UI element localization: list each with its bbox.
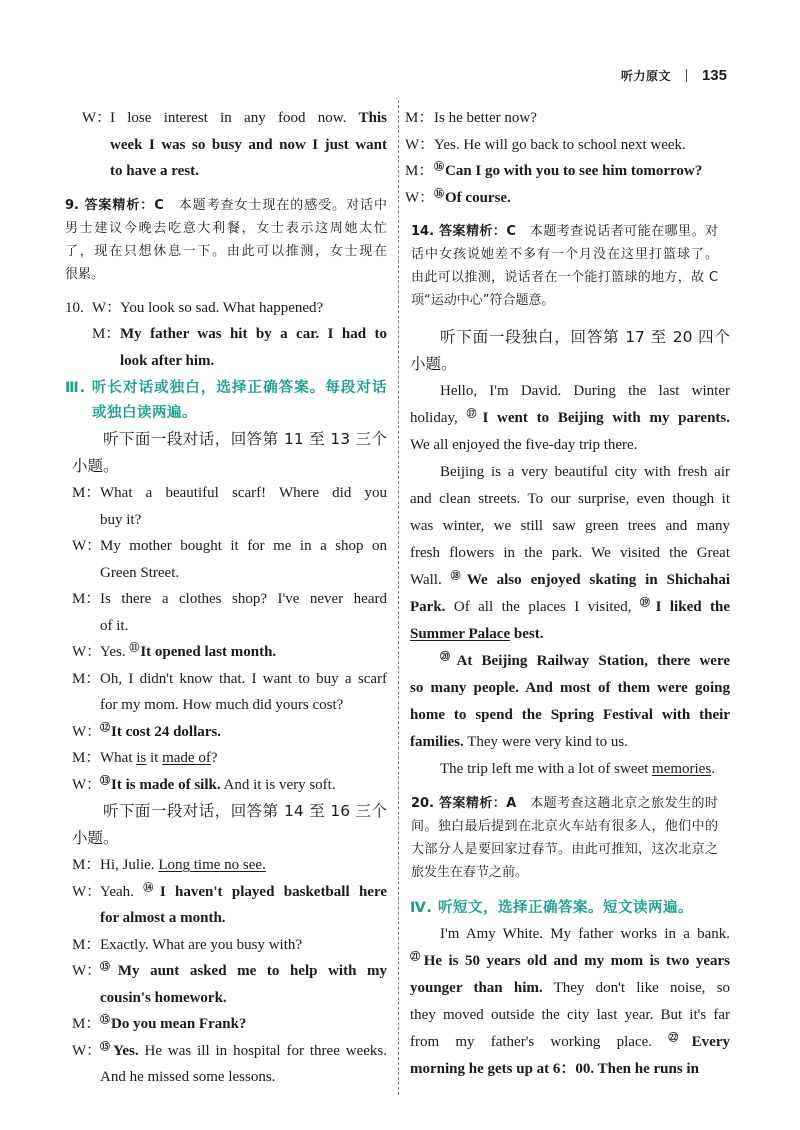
speaker-name: M：: [72, 670, 101, 687]
bold-text: home to spend the Spring Festival with their: [410, 707, 730, 723]
text-line: [100, 932, 387, 959]
text-line: [405, 540, 730, 567]
underlined-text: made of: [162, 750, 211, 766]
turn-text: [434, 185, 730, 212]
text-line: [100, 560, 387, 587]
text-line: [100, 1011, 387, 1038]
question-number-marker: ⑮: [100, 1041, 113, 1053]
text-line: [110, 158, 387, 185]
speaker-name: M：: [405, 110, 434, 126]
text-run: 由此可以推测，说话者在一个能打篮球的地方，故 C: [411, 270, 718, 285]
question-number-marker: ⑰: [466, 409, 482, 420]
text-line: [65, 798, 387, 825]
speaker-label: [405, 158, 434, 185]
bold-text: Do you mean Frank?: [111, 1016, 247, 1032]
question-number-marker: ⑱: [450, 571, 466, 582]
text-run: 话中女孩说她差不多有一个月没在这里打篮球了。: [411, 247, 718, 262]
speaker-name: M：: [72, 857, 101, 873]
text-line: [434, 132, 730, 159]
text-run: What: [100, 750, 137, 766]
bold-text: I liked the: [655, 599, 731, 615]
text-line: [405, 621, 730, 648]
bold-text: to have a rest.: [110, 163, 199, 179]
speaker-name: M：: [72, 1016, 101, 1032]
text-line: [411, 266, 718, 289]
text-line: [65, 217, 387, 240]
dialogue-turn: [65, 586, 387, 639]
text-line: [65, 426, 387, 453]
answer-note: [405, 792, 730, 884]
underlined-text: memories: [652, 761, 712, 777]
bold-text: It is made of silk.: [111, 776, 221, 793]
dialogue-turn: [65, 295, 387, 322]
text-line: [100, 613, 387, 640]
text-run: Hi, Julie.: [100, 857, 159, 873]
bold-text: My aunt asked me to help with my: [117, 963, 387, 979]
text-line: [405, 1002, 730, 1029]
bold-text: Yes.: [113, 1042, 139, 1059]
speaker-label: [72, 745, 100, 772]
listening-intro: [65, 798, 387, 852]
text-line: [100, 639, 387, 666]
bold-text: It opened last month.: [140, 644, 277, 660]
text-run: 小题。: [72, 457, 119, 475]
question-number-marker: ⑲: [639, 598, 655, 609]
text-run: Is there a clothes shop? I've never heard: [100, 591, 387, 607]
text-line: [405, 459, 730, 486]
text-run: The trip left me with a lot of sweet: [440, 761, 653, 777]
text-line: [405, 405, 730, 432]
speaker-name: M：: [72, 936, 101, 953]
dialogue-turn: [65, 932, 387, 959]
text-run: 小题。: [410, 355, 457, 373]
bold-text: He is 50 years old and my mom is two years: [423, 953, 730, 969]
text-line: [405, 1056, 730, 1083]
speaker-name: W：: [72, 776, 102, 793]
turn-text: [120, 295, 387, 322]
text-line: [65, 453, 387, 480]
listening-intro: [65, 426, 387, 480]
speaker-label: [405, 105, 434, 132]
text-run: 听下面一段对话，回答第 11 至 13 三个: [103, 430, 387, 448]
text-line: [100, 719, 387, 746]
text-line: [411, 243, 718, 266]
speaker-label: [405, 185, 434, 212]
text-line: [100, 507, 387, 534]
turn-text: [100, 480, 387, 533]
bold-text: 9. 答案精析：C: [65, 197, 164, 213]
paragraph: [405, 459, 730, 648]
text-line: [405, 921, 730, 948]
turn-text: [100, 1011, 387, 1038]
speaker-label: [72, 586, 100, 613]
text-run: and clean streets. To our surprise, even though it: [410, 491, 730, 507]
bold-text: Of course.: [445, 189, 511, 206]
dialogue-turn: [65, 879, 387, 932]
paragraph: [405, 756, 730, 783]
text-line: [405, 975, 730, 1002]
bold-text: This: [358, 110, 387, 126]
speaker-name: W：: [72, 644, 102, 660]
text-line: [100, 905, 387, 932]
turn-text: [100, 772, 387, 799]
turn-text: [100, 1038, 387, 1091]
text-run: 间。独白最后提到在北京火车站有很多人，他们中的: [411, 819, 718, 834]
text-run: ?: [210, 750, 218, 766]
bold-text: We also enjoyed skating in Shichahai: [466, 572, 731, 588]
speaker-name: M：: [72, 591, 101, 607]
bold-text: cousin's homework.: [100, 989, 227, 1006]
speaker-name: W：: [82, 110, 112, 126]
bold-text: younger than him.: [410, 980, 543, 996]
question-number-marker: ⑮: [100, 1015, 110, 1026]
running-head-section: 听力原文: [620, 68, 671, 83]
text-run: 男士建议今晚去吃意大利餐，女士表示这周她太忙: [65, 220, 387, 236]
speaker-name: M：: [72, 485, 101, 501]
question-number-marker: ⑯: [434, 162, 444, 173]
turn-text: [100, 932, 387, 959]
text-run: Yeah.: [100, 883, 144, 900]
text-line: [405, 594, 730, 621]
text-line: [65, 263, 387, 286]
speaker-label: [82, 105, 110, 132]
text-run: 大部分人是要回家过春节。由此可推知，这次北京之: [411, 842, 718, 857]
dialogue-turn: [65, 1038, 387, 1091]
dialogue-turn: [65, 1011, 387, 1038]
text-line: [405, 378, 730, 405]
dialogue-turn: [65, 639, 387, 666]
underlined-text: is: [136, 750, 147, 766]
bold-text: week I was so busy and now I just want: [110, 136, 387, 153]
text-run: 项“运动中心”符合题意。: [411, 293, 555, 308]
text-line: [100, 1038, 387, 1065]
text-line: [405, 948, 730, 975]
text-run: Wall.: [410, 572, 451, 588]
speaker-label: [72, 852, 100, 879]
text-run: We all enjoyed the five-day trip there.: [410, 437, 638, 453]
turn-text: [100, 639, 387, 666]
text-line: [65, 401, 387, 426]
speaker-name: W：: [72, 963, 102, 979]
text-line: [120, 295, 387, 322]
turn-text: [100, 958, 387, 1011]
dialogue-turn: [405, 185, 730, 212]
text-line: [100, 586, 387, 613]
bold-text: 20. 答案精析：A: [411, 796, 517, 811]
text-run: for my mom. How much did yours cost?: [100, 697, 344, 713]
text-line: [100, 852, 387, 879]
text-run: buy it?: [100, 511, 142, 528]
text-line: [405, 729, 730, 756]
question-number-marker: ⑪: [129, 643, 140, 654]
text-line: [411, 792, 718, 815]
dialogue-turn: [65, 719, 387, 746]
text-line: [100, 692, 387, 719]
bold-text: At Beijing Railway Station, there were: [456, 653, 730, 669]
listening-intro: [405, 324, 730, 378]
speaker-name: M：: [72, 750, 101, 766]
section-heading: [65, 376, 387, 426]
answer-note: [65, 194, 387, 286]
turn-text: [120, 321, 387, 374]
text-line: [65, 194, 387, 217]
text-run: fresh flowers in the park. We visited the Great: [410, 545, 730, 561]
bold-text: It cost 24 dollars.: [111, 723, 221, 740]
speaker-label: [65, 295, 122, 322]
text-line: [405, 648, 730, 675]
turn-text: [100, 719, 387, 746]
bold-text: Can I go with you to see him tomorrow?: [445, 163, 703, 179]
text-run: 听下面一段对话，回答第 14 至 16 三个: [103, 802, 387, 820]
right-column: [405, 105, 730, 1083]
text-run: 小题。: [72, 829, 119, 847]
text-line: [405, 756, 730, 783]
text-run: Ⅳ. 听短文，选择正确答案。短文读两遍。: [410, 900, 693, 916]
paragraph: [405, 921, 730, 1083]
bold-text: look after him.: [120, 352, 215, 369]
bold-text: I haven't played basketball here: [159, 883, 388, 900]
speaker-name: W：: [72, 1042, 102, 1059]
text-run: I lose interest in any food now.: [110, 110, 359, 126]
text-run: Of all the places I visited,: [445, 599, 640, 615]
speaker-name: W：: [72, 883, 102, 900]
text-line: [65, 825, 387, 852]
text-run: You look so sad. What happened?: [120, 299, 324, 316]
turn-text: [100, 852, 387, 879]
turn-text: [100, 745, 387, 772]
page-header: [621, 64, 727, 86]
text-run: And it is very soft.: [220, 776, 336, 793]
speaker-label: [405, 132, 434, 159]
text-line: [65, 376, 387, 401]
question-number-marker: ⑭: [143, 882, 159, 894]
dialogue-turn: [65, 105, 387, 185]
dialogue-turn: [65, 666, 387, 719]
text-run: Green Street.: [100, 564, 180, 581]
text-line: [100, 666, 387, 693]
dialogue-turn: [405, 105, 730, 132]
turn-text: [100, 586, 387, 639]
text-line: [405, 432, 730, 459]
underlined-text: Long time no see.: [158, 857, 266, 873]
question-number-marker: ㉑: [410, 952, 423, 963]
text-line: [434, 185, 730, 212]
text-run: of it.: [100, 617, 129, 634]
speaker-label: [72, 719, 100, 746]
text-run: He was ill in hospital for three weeks.: [138, 1042, 387, 1059]
text-line: [405, 486, 730, 513]
speaker-label: [72, 958, 100, 985]
speaker-name: W：: [72, 723, 102, 740]
text-line: [410, 896, 730, 921]
text-run: Ⅲ. 听长对话或独白，选择正确答案。每段对话: [65, 380, 387, 396]
page-number: 135: [701, 66, 727, 84]
text-run: they moved outside the city last year. But it's far: [410, 1007, 730, 1023]
text-run: Oh, I didn't know that. I want to buy a scarf: [100, 670, 387, 687]
text-run: it: [146, 750, 163, 766]
question-number-marker: ⑫: [100, 722, 110, 734]
dialogue-turn: [65, 772, 387, 799]
speaker-name: W：: [92, 299, 122, 316]
paragraph: [405, 648, 730, 756]
text-line: [100, 745, 387, 772]
text-run: holiday,: [410, 410, 467, 426]
speaker-name: W：: [72, 538, 102, 554]
text-run: 旅发生在春节之前。: [411, 865, 529, 880]
left-column: [65, 105, 387, 1091]
header-divider: [686, 69, 687, 82]
speaker-label: [92, 321, 120, 348]
text-line: [405, 351, 730, 378]
bold-text: Every: [691, 1034, 730, 1050]
dialogue-turn: [65, 745, 387, 772]
text-line: [100, 480, 387, 507]
text-run: 了，现在只想休息一下。由此可以推测，女士现在: [65, 243, 387, 259]
text-line: [405, 324, 730, 351]
speaker-label: [72, 1011, 100, 1038]
text-run: 本题考查这趟北京之旅发生的时: [516, 796, 718, 811]
question-number-marker: ⑳: [440, 652, 456, 663]
dialogue-turn: [65, 852, 387, 879]
text-line: [100, 772, 387, 799]
speaker-name: M：: [92, 326, 121, 342]
text-line: [434, 105, 730, 132]
text-run: 很累。: [65, 266, 105, 282]
text-line: [411, 289, 718, 312]
speaker-name: M：: [405, 163, 434, 179]
bold-text: Park.: [410, 599, 446, 615]
speaker-label: [72, 666, 100, 693]
dialogue-turn: [65, 480, 387, 533]
text-run: Beijing is a very beautiful city with fresh air: [440, 464, 730, 480]
question-number: 10.: [65, 299, 84, 316]
text-line: [100, 958, 387, 985]
bold-text: 14. 答案精析：C: [411, 224, 516, 239]
turn-text: [100, 879, 387, 932]
turn-text: [434, 158, 730, 185]
text-line: [100, 1064, 387, 1091]
speaker-label: [72, 932, 100, 959]
bold-text: for almost a month.: [100, 910, 226, 926]
text-run: was winter, we still saw green trees and many: [410, 518, 730, 534]
answer-note: [405, 220, 730, 312]
turn-text: [100, 666, 387, 719]
text-run: Hello, I'm David. During the last winter: [440, 383, 730, 399]
section-heading: [405, 896, 730, 921]
turn-text: [434, 132, 730, 159]
bold-text: families.: [410, 734, 464, 750]
text-run: Exactly. What are you busy with?: [100, 936, 303, 953]
text-line: [110, 132, 387, 159]
text-run: .: [711, 761, 715, 777]
text-run: Yes.: [100, 644, 130, 660]
text-run: What a beautiful scarf! Where did you: [100, 485, 387, 501]
dialogue-turn: [405, 132, 730, 159]
text-run: from my father's working place.: [410, 1034, 669, 1050]
dialogue-turn: [65, 958, 387, 1011]
speaker-label: [72, 879, 100, 906]
text-line: [405, 513, 730, 540]
text-run: Yes. He will go back to school next week.: [434, 136, 686, 153]
question-number-marker: ⑬: [100, 775, 110, 787]
text-line: [411, 838, 718, 861]
dialogue-turn: [405, 158, 730, 185]
bold-text: morning he gets up at 6：00. Then he runs in: [410, 1061, 699, 1077]
text-line: [120, 348, 387, 375]
turn-text: [100, 533, 387, 586]
speaker-label: [72, 533, 100, 560]
text-line: [110, 105, 387, 132]
text-run: 或独白读两遍。: [92, 405, 197, 421]
text-run: They were very kind to us.: [463, 734, 629, 750]
text-line: [100, 985, 387, 1012]
column-divider: [398, 100, 399, 1095]
text-line: [100, 879, 387, 906]
bold-underlined-text: Summer Palace: [410, 626, 511, 642]
text-run: Is he better now?: [434, 110, 537, 126]
text-line: [405, 702, 730, 729]
speaker-label: [72, 639, 100, 666]
turn-text: [434, 105, 730, 132]
text-run: And he missed some lessons.: [100, 1069, 276, 1085]
text-line: [65, 240, 387, 263]
bold-text: My father was hit by a car. I had to: [120, 326, 387, 342]
paragraph: [405, 378, 730, 459]
text-line: [405, 675, 730, 702]
text-line: [405, 1029, 730, 1056]
question-number-marker: ⑯: [434, 188, 444, 200]
text-line: [411, 861, 718, 884]
speaker-label: [72, 772, 100, 799]
bold-text: I went to Beijing with my parents.: [482, 410, 730, 426]
bold-text: so many people. And most of them were going: [410, 680, 730, 696]
text-line: [434, 158, 730, 185]
bold-text: best.: [510, 626, 544, 642]
text-line: [100, 533, 387, 560]
dialogue-turn: [65, 533, 387, 586]
dialogue-turn: [65, 321, 387, 374]
speaker-label: [72, 480, 100, 507]
text-line: [120, 321, 387, 348]
turn-text: [110, 105, 387, 185]
speaker-label: [72, 1038, 100, 1065]
question-number-marker: ⑮: [100, 962, 117, 973]
text-run: They don't like noise, so: [542, 980, 730, 996]
text-line: [405, 567, 730, 594]
text-run: I'm Amy White. My father works in a bank.: [440, 926, 730, 942]
text-run: 本题考查女士现在的感受。对话中: [163, 197, 387, 213]
text-line: [411, 815, 718, 838]
speaker-name: W：: [405, 136, 435, 153]
text-run: 听下面一段独白，回答第 17 至 20 四个: [440, 328, 730, 346]
question-number-marker: ㉒: [668, 1033, 691, 1044]
speaker-name: W：: [405, 189, 435, 206]
text-line: [411, 220, 718, 243]
text-run: My mother bought it for me in a shop on: [100, 538, 387, 554]
text-run: 本题考查说话者可能在哪里。对: [515, 224, 718, 239]
